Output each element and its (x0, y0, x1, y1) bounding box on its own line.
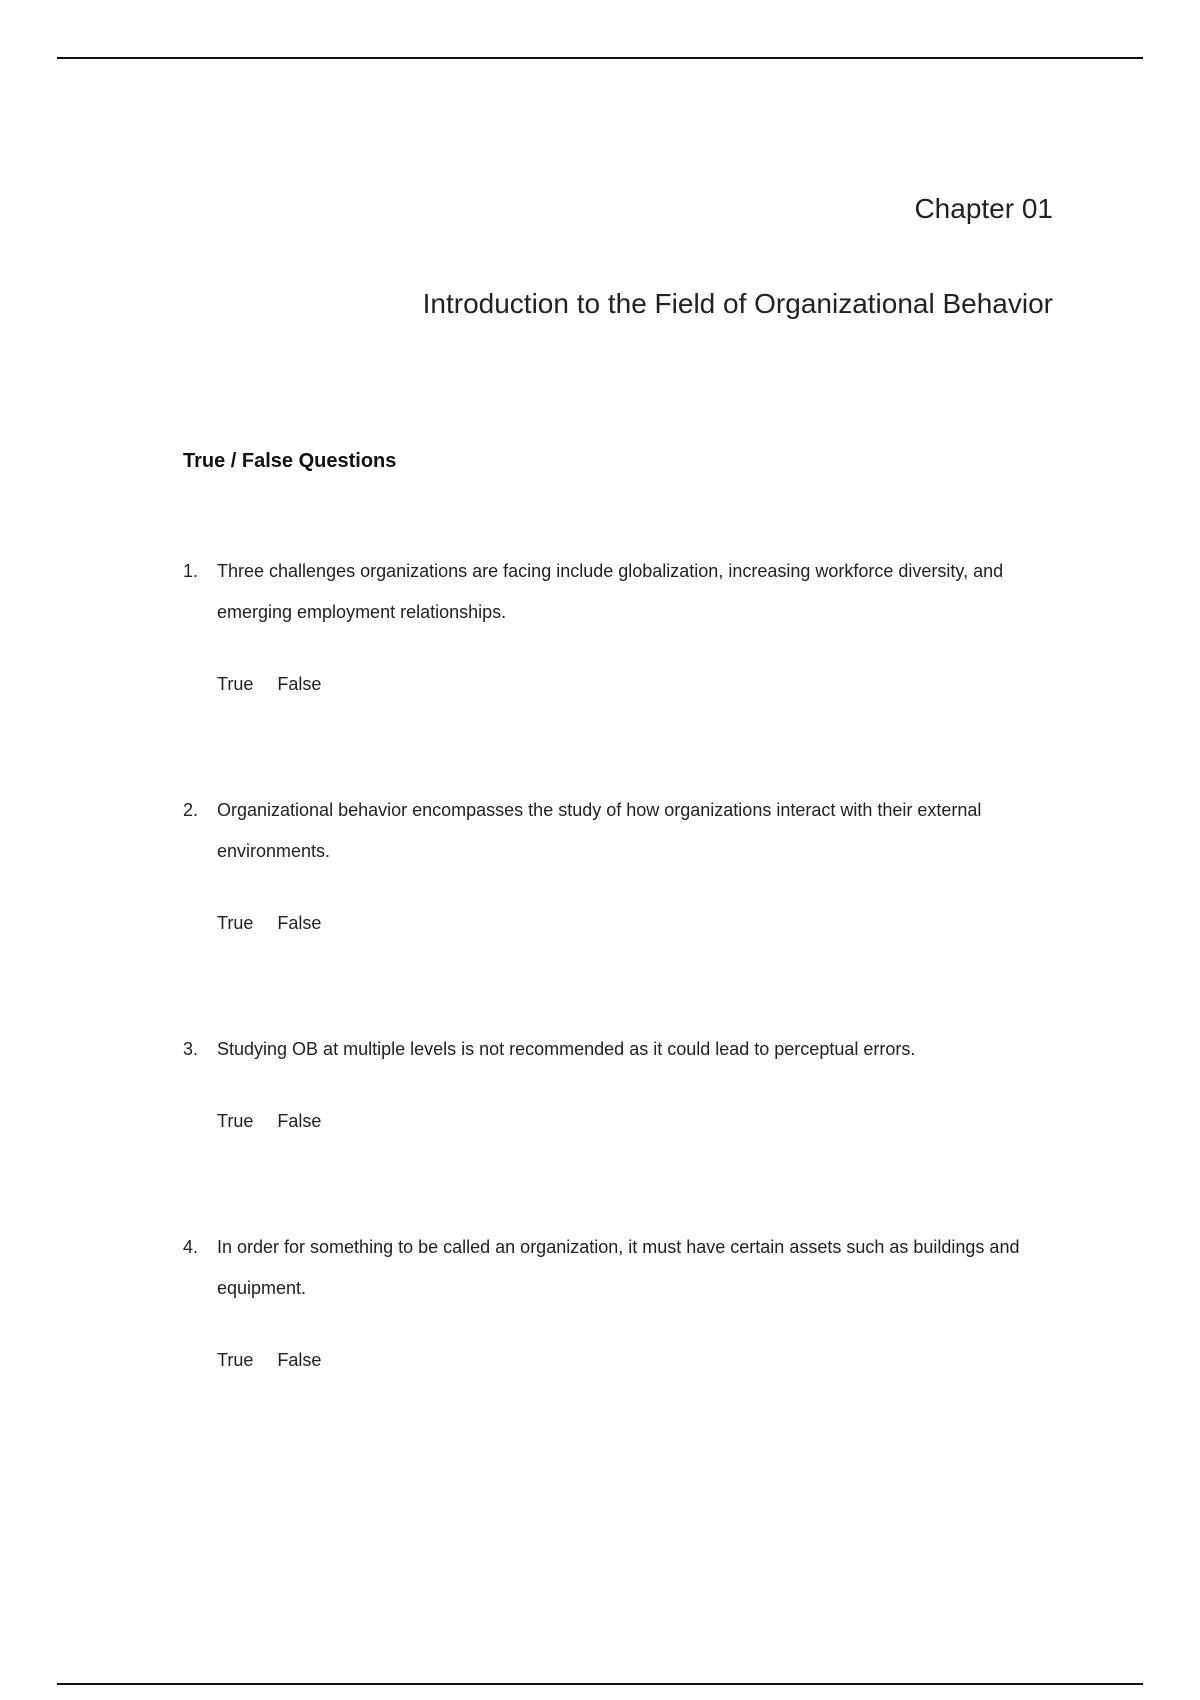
question-number: 1. (183, 561, 199, 581)
question-number: 3. (183, 1039, 199, 1059)
question-text: Three challenges organizations are facing include globalization, increasing workforce diversity, and emerging employment relationships. (217, 561, 1004, 622)
choice-true[interactable]: True (217, 913, 254, 933)
choice-false[interactable]: False (277, 674, 322, 694)
question-text: In order for something to be called an organization, it must have certain assets such as buildings and equipment. (217, 1237, 1020, 1298)
chapter-title: Introduction to the Field of Organizational Behavior (422, 288, 1053, 319)
answer-choices (217, 911, 1023, 935)
choice-true[interactable]: True (217, 1111, 254, 1131)
choice-false[interactable]: False (277, 1111, 322, 1131)
question-number: 4. (183, 1237, 199, 1257)
question-item (183, 1227, 1023, 1372)
choice-false[interactable]: False (277, 1350, 322, 1370)
bottom-divider (57, 1683, 1143, 1685)
question-text: Organizational behavior encompasses the study of how organizations interact with their external environments. (217, 800, 982, 861)
section-heading: True / False Questions (183, 450, 397, 472)
question-text: Studying OB at multiple levels is not recommended as it could lead to perceptual errors. (217, 1039, 916, 1059)
choice-false[interactable]: False (277, 913, 322, 933)
answer-choices (217, 1109, 1023, 1133)
choice-true[interactable]: True (217, 1350, 254, 1370)
answer-choices (217, 1348, 1023, 1372)
question-item (183, 551, 1023, 696)
question-item (183, 790, 1023, 935)
question-item (183, 1029, 1023, 1133)
question-number: 2. (183, 800, 199, 820)
choice-true[interactable]: True (217, 674, 254, 694)
chapter-label: Chapter 01 (914, 193, 1053, 224)
top-divider (57, 57, 1143, 59)
answer-choices (217, 672, 1023, 696)
